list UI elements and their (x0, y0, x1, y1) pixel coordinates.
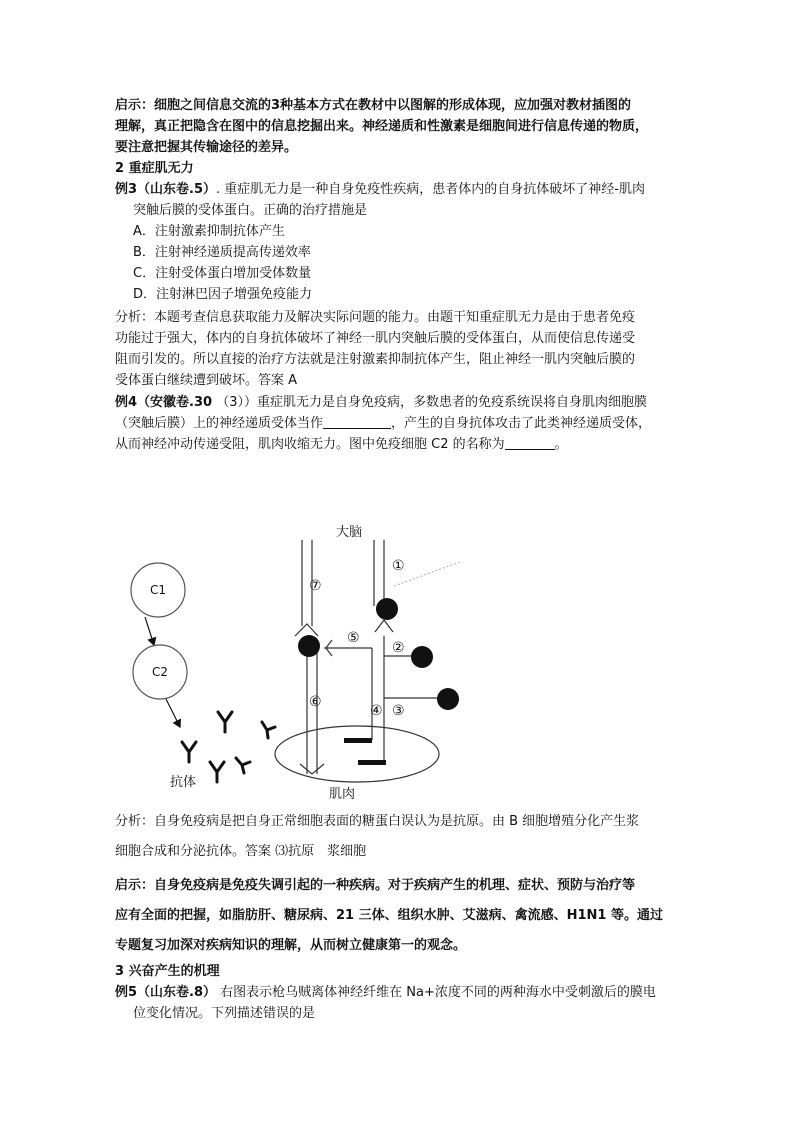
insight-1-line-3: 要注意把握其传输途径的差异。 (115, 140, 298, 155)
option-d: D．注射淋巴因子增强免疫能力 (133, 287, 313, 302)
antibody-label: 抗体 (170, 775, 197, 790)
analysis-4-line-1: 分析：自身免疫病是把自身正常细胞表面的糖蛋白误认为是抗原。由 B 细胞增殖分化产生浆 (115, 814, 640, 829)
analysis-4-line-2: 细胞合成和分泌抗体。答案 ⑶抗原 浆细胞 (115, 844, 367, 859)
example-3-label: 例3（山东卷.5） (115, 182, 217, 197)
example-4-line-3-a: 从而神经冲动传递受阻，肌肉收缩无力。图中免疫细胞 C2 的名称为 (115, 437, 505, 452)
marker-4: ④ (370, 703, 383, 719)
example-4-line-3-b: 。 (554, 437, 568, 452)
insight-2-line-3: 专题复习加深对疾病知识的理解，从而树立健康第一的观念。 (115, 938, 467, 953)
receptor-dot-3 (411, 646, 433, 668)
marker-7: ⑦ (309, 578, 322, 594)
example-3-analysis-line-2: 功能过于强大，体内的自身抗体破坏了神经一肌内突触后膜的受体蛋白，从而使信息传递受 (115, 331, 636, 346)
insight-1-line-1: 启示：细胞之间信息交流的3种基本方式在教材中以图解的形成体现，应加强对教材插图的 (115, 98, 632, 113)
insight-2-line-2: 应有全面的把握，如脂肪肝、糖尿病、21 三体、组织水肿、艾滋病、禽流感、H1N1 等。通过 (115, 908, 663, 923)
synapse-bar-1 (344, 738, 372, 743)
synapse-bar-2 (358, 760, 386, 765)
option-b: B．注射神经递质提高传递效率 (133, 245, 311, 260)
example-5-line-1: 右图表示枪乌贼离体神经纤维在 Na+浓度不同的两种海水中受刺激后的膜电 (216, 985, 656, 1000)
example-3-analysis-line-3: 阻而引发的。所以直接的治疗方法就是注射激素抑制抗体产生，阻止神经一肌内突触后膜的 (115, 352, 636, 367)
receptor-dot-4 (437, 688, 459, 710)
c1-to-c2-arrow (145, 617, 154, 645)
receptor-dot-2 (298, 635, 320, 657)
example-5-question (115, 983, 656, 1003)
example-4-label: 例4（安徽卷.30 (115, 395, 213, 410)
option-a: A．注射激素抑制抗体产生 (133, 224, 285, 239)
insight-2-line-1: 启示：自身免疫病是免疫失调引起的一种疾病。对于疾病产生的机理、症状、预防与治疗等 (115, 878, 636, 893)
marker-5: ⑤ (347, 630, 360, 646)
insight-1-line-2: 理解，真正把隐含在图中的信息挖掘出来。神经递质和性激素是细胞间进行信息传递的物质， (115, 119, 649, 134)
c1-label: C1 (149, 583, 167, 597)
marker-2: ② (392, 640, 405, 656)
example-4-line-2-a: （突触后膜）上的神经递质受体当作 (115, 416, 324, 431)
receptor-dot-1 (376, 598, 398, 620)
muscle-label: 肌肉 (329, 787, 356, 802)
section-3-heading: 3 兴奋产生的机理 (115, 964, 220, 979)
example-3-answer: 受体蛋白继续遭到破坏。答案 A (115, 373, 298, 388)
brain-label: 大脑 (336, 525, 363, 540)
marker-6: ⑥ (309, 694, 322, 710)
example-3-line-2: 突触后膜的受体蛋白。正确的治疗措施是 (133, 203, 368, 218)
c2-label: C2 (151, 665, 169, 679)
example-5-line-2: 位变化情况。下列描述错误的是 (133, 1006, 316, 1021)
marker-3: ③ (392, 703, 405, 719)
section-2-heading: 2 重症肌无力 (115, 161, 194, 176)
example-5-label: 例5（山东卷.8） (115, 985, 217, 1000)
marker-1: ① (392, 558, 405, 574)
antibody-icons (182, 712, 275, 782)
c2-to-antibody-arrow (166, 699, 180, 727)
option-c: C．注射受体蛋白增加受体数量 (133, 266, 312, 281)
example-4-line-2-b: ，产生的自身抗体攻击了此类神经递质受体， (391, 416, 652, 431)
example-3-analysis-line-1: 分析：本题考查信息获取能力及解决实际问题的能力。由题干知重症肌无力是由于患者免疫 (115, 310, 636, 325)
example-4-line-1: （3））重症肌无力是自身免疫病，多数患者的免疫系统误将自身肌肉细胞膜 (212, 395, 647, 410)
example-3-line-1: . 重症肌无力是一种自身免疫性疾病，患者体内的自身抗体破坏了神经-肌肉 (216, 182, 645, 197)
muscle-ellipse (275, 726, 439, 782)
